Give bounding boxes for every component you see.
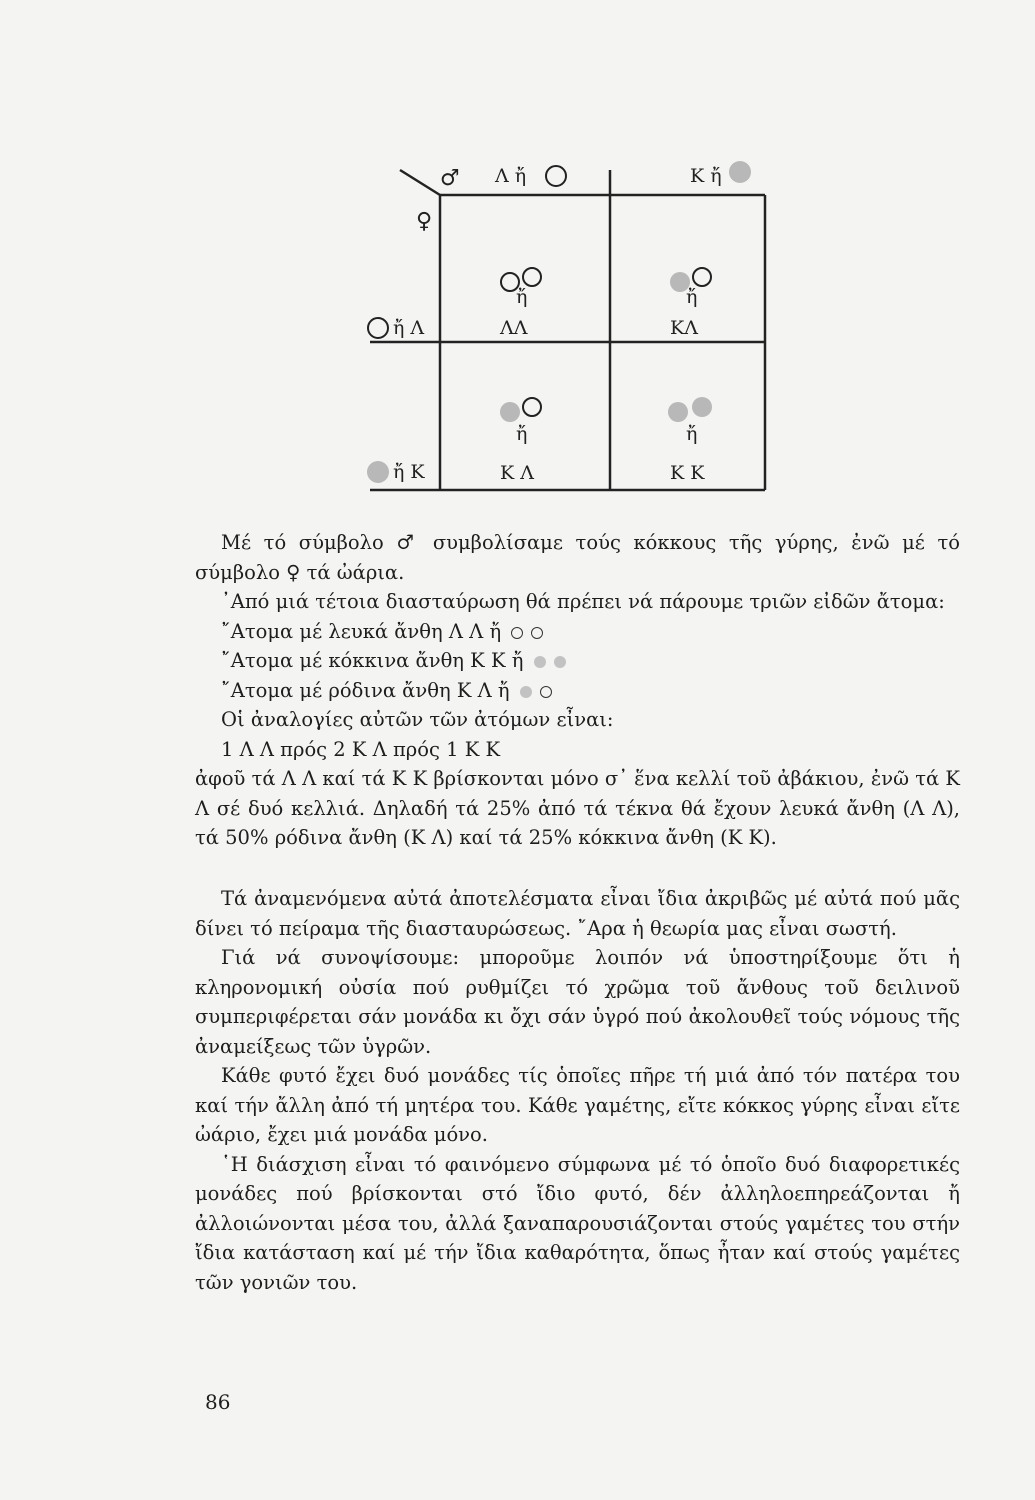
red-gamete-icon <box>554 656 566 668</box>
line-pink-text: ῎Ατομα μέ ρόδινα ἄνθη Κ Λ ἤ <box>221 678 510 702</box>
row2-label: ἤ Κ <box>393 461 425 483</box>
body-text-top <box>195 528 960 853</box>
red-gamete-icon <box>729 161 751 183</box>
paragraph-units: Κάθε φυτό ἔχει δυό μονάδες τίς ὁποῖες πῆρε τή μιά ἀπό τόν πατέρα του καί τήν ἄλλη ἀπό τή μητέρα του. Κάθε γαμέτης, εἴτε κόκκος γύρης εἶναι εἴτε ὠάριο, ἔχει μιά μονάδα μόνο. <box>195 1064 960 1146</box>
paragraph-ratios-explanation: ἀφοῦ τά Λ Λ καί τά Κ Κ βρίσκονται μόνο σ᾿ ἕνα κελλί τοῦ ἀβάκιου, ἐνῶ τά Κ Λ σέ δυό κελλιά. Δηλαδή τά 25% ἀπό τά τέκνα θά ἔχουν λευκά ἄνθη (Λ Λ), τά 50% ρόδινα ἄνθη (Κ Λ) καί τά 25% κόκκινα ἄνθη (Κ Κ). <box>195 767 960 849</box>
white-gamete-icon <box>523 268 541 286</box>
body-text-bottom <box>195 884 960 1297</box>
white-gamete-icon <box>540 686 552 698</box>
red-gamete-icon <box>668 402 688 422</box>
paragraph-summary: Γιά νά συνοψίσουμε: μποροῦμε λοιπόν νά ὑποστηρίξουμε ὅτι ἡ κληρονομική οὐσία πού ρυθμίζει τό χρῶμα τοῦ ἄνθους τοῦ δειλινοῦ συμπεριφέρεται σάν μονάδα κι ὄχι σάν ὑγρό πού ἀκολουθεῖ τούς νόμους τῆς ἀναμείξεως τῶν ὑγρῶν. <box>195 946 960 1058</box>
red-gamete-icon <box>534 656 546 668</box>
paragraph-symbols: Μέ τό σύμβολο ♂ συμβολίσαμε τούς κόκκους τῆς γύρης, ἐνῶ μέ τό σύμβολο ♀ τά ὠάρια. <box>195 531 960 584</box>
white-gamete-icon <box>546 166 566 186</box>
cell-kl <box>670 268 711 339</box>
cell-ll <box>499 268 541 339</box>
red-gamete-icon <box>520 686 532 698</box>
line-pink-flowers <box>195 676 960 706</box>
line-white-flowers <box>195 617 960 647</box>
col2-header: Κ ἤ <box>690 165 722 187</box>
paragraph-cross-result: ᾿Από μιά τέτοια διασταύρωση θά πρέπει νά πάρουμε τριῶν εἰδῶν ἄτομα: <box>221 590 945 613</box>
line-ratios: 1 Λ Λ πρός 2 Κ Λ πρός 1 Κ Κ <box>221 737 501 761</box>
line-red-flowers <box>195 646 960 676</box>
line-ratios-intro: Οἱ ἀναλογίες αὐτῶν τῶν ἀτόμων εἶναι: <box>221 708 614 731</box>
cell-code: ΚΛ <box>670 317 698 339</box>
cell-or: ἤ <box>686 423 698 445</box>
cell-code: ΛΛ <box>500 317 528 339</box>
cell-code: Κ Κ <box>670 462 705 484</box>
cell-code: Κ Λ <box>500 462 534 484</box>
white-gamete-icon <box>531 627 543 639</box>
cell-or: ἤ <box>516 423 528 445</box>
cell-or: ἤ <box>516 286 528 308</box>
paragraph-segregation: ῾Η διάσχιση εἶναι τό φαινόμενο σύμφωνα μέ τό ὁποῖο δυό διαφορετικές μονάδες πού βρίσκονται στό ἴδιο φυτό, δέν ἀλληλοεπηρεάζονται ἤ ἀλλοιώνονται μέσα του, ἀλλά ξαναπαρουσιάζονται στούς γαμέτες του στήν ἴδια κατάσταση καί μέ τήν ἴδια καθαρότητα, ὅπως ἦταν καί στούς γαμέτες τῶν γονιῶν του. <box>195 1152 960 1294</box>
white-gamete-icon <box>523 398 541 416</box>
cell-or: ἤ <box>686 286 698 308</box>
row1-label: ἤ Λ <box>393 317 425 339</box>
cell-kk <box>668 397 712 484</box>
red-gamete-icon <box>367 461 389 483</box>
red-gamete-icon <box>500 402 520 422</box>
line-red-text: ῎Ατομα μέ κόκκινα ἄνθη Κ Κ ἤ <box>221 649 524 672</box>
col1-header: Λ ἤ <box>495 165 527 187</box>
punnett-square-diagram <box>360 150 780 500</box>
cell-kl-2 <box>500 398 541 484</box>
female-symbol: ♀ <box>416 209 433 234</box>
male-symbol: ♂ <box>440 166 460 191</box>
paragraph-expected-results: Τά ἀναμενόμενα αὐτά ἀποτελέσματα εἶναι ἴδια ἀκριβῶς μέ αὐτά πού μᾶς δίνει τό πείραμα τῆς διασταυρώσεως. ῎Αρα ἡ θεωρία μας εἶναι σωστή. <box>195 887 960 940</box>
page-number: 86 <box>205 1390 231 1414</box>
line-white-text: ῎Ατομα μέ λευκά ἄνθη Λ Λ ἤ <box>221 619 502 643</box>
white-gamete-icon <box>511 627 523 639</box>
white-gamete-icon <box>693 268 711 286</box>
red-gamete-icon <box>692 397 712 417</box>
corner-diagonal <box>400 170 440 195</box>
white-gamete-icon <box>368 318 388 338</box>
